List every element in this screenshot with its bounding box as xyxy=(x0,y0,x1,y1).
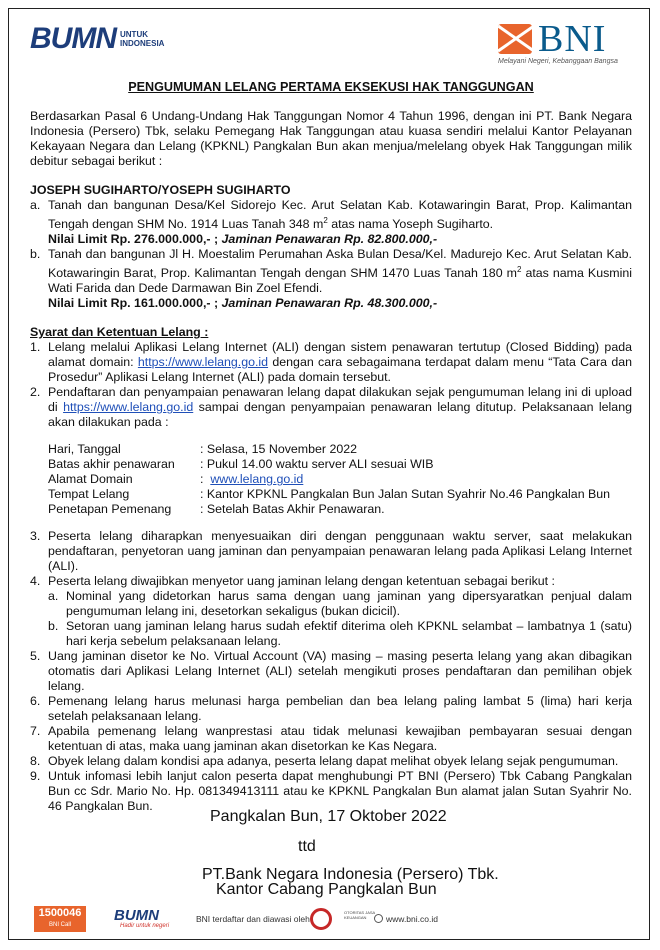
term-2: 2. Pendaftaran dan penyampaian penawaran lelang dapat dilakukan sejak pengumuman lelang ini di upload di https://www.lelang.go.id sampai dengan penyampaian penawaran lelang ditutup. Pelaksanaan lelang akan dilakukan pada : xyxy=(30,385,632,430)
term-4b: b. Setoran uang jaminan lelang harus sudah efektif diterima oleh KPKNL selambat – lambatnya 1 (satu) hari kerja sebelum pelaksanaan lelang. xyxy=(48,619,632,649)
terms-heading: Syarat dan Ketentuan Lelang : xyxy=(30,325,209,340)
footer xyxy=(30,900,632,934)
signature-company: PT.Bank Negara Indonesia (Persero) Tbk. xyxy=(202,866,499,883)
lelang-link-1[interactable]: https://www.lelang.go.id xyxy=(137,355,269,370)
term-9: 9. Untuk infomasi lebih lanjut calon peserta dapat menghubungi PT BNI (Persero) Tbk Cabang Pangkalan Bun cc Sdr. Mario No. Hp. 081349413111 atau ke KPKNL Pangkalan Bun alamat jalan Sutan Syahrir No. 46 Pangkalan Bun. xyxy=(30,769,632,814)
intro-paragraph: Berdasarkan Pasal 6 Undang-Undang Hak Tanggungan Nomor 4 Tahun 1996, dengan ini PT. Bank Negara Indonesia (Persero) Tbk, selaku Pemegang Hak Tanggungan atau kuasa sendiri melalui Kantor Pelayanan Kekayaan Negara dan Lelang (KPKNL) Pangkalan Bun akan menjua/melelang obyek Hak Tanggungan milik debitur sebagai berikut : xyxy=(30,109,632,168)
ojk-logo-icon xyxy=(310,908,332,930)
page-title: PENGUMUMAN LELANG PERTAMA EKSEKUSI HAK TANGGUNGAN xyxy=(128,80,534,94)
lelang-link-2[interactable]: https://www.lelang.go.id xyxy=(63,400,194,415)
auction-schedule: Hari, Tanggal : Selasa, 15 November 2022 Batas akhir penawaran : Pukul 14.00 waktu server ALI sesuai WIB Alamat Domain : www.lelang.go.id Tempat Lelang : Kantor KPKNL Pangkalan Bun Jalan Sutan Syahrir No.46 Pangkalan Bun Penetapan Pemenang : Setelah Batas Akhir Penawaran. xyxy=(48,442,611,517)
ojk-logo-subtext: OTORITAS JASA KEUANGAN xyxy=(344,910,375,920)
object-a-limit: Nilai Limit Rp. 276.000.000,- ; Jaminan Penawaran Rp. 82.800.000,- xyxy=(48,232,438,247)
lelang-domain-link[interactable]: www.lelang.go.id xyxy=(210,472,304,487)
bni-tagline: Melayani Negeri, Kebanggaan Bangsa xyxy=(498,58,618,65)
auction-object-b: b. Tanah dan bangunan Jl H. Moestalim Perumahan Aska Bulan Desa/Kel. Madurejo Kec. Arut Selatan Kab. Kotawaringin Barat, Prop. Kalimantan Tengah dengan SHM 1470 Luas Tanah 180 $m^2$ atas nama Kusmini Wati Farida dan Dede Darmawan Bin Zoel Efendi. Nilai Limit Rp. 161.000.000,- ; Jaminan Penawaran Rp. 48.300.000,- xyxy=(30,247,632,311)
term-1: 1. Lelang melalui Aplikasi Lelang Internet (ALI) dengan sistem penawaran tertutup (Closed Bidding) pada alamat domain: https://www.lelang.go.id dengan cara sebagaimana terdapat dalam menu “Tata Cara dan Prosedur” Aplikasi Lelang Internet (ALI) pada domain tersebut. xyxy=(30,340,632,385)
term-7: 7. Apabila pemenang lelang wanprestasi atau tidak melunasi kewajiban pembayaran sesuai dengan ketentuan di atas, maka uang jaminan akan disetorkan ke Kas Negara. xyxy=(30,724,632,754)
bumn-footer-logo: BUMN Hadir untuk negeri xyxy=(114,907,170,929)
term-5: 5. Uang jaminan disetor ke No. Virtual Account (VA) masing – masing peserta lelang yang akan dibagikan otomatis dari Aplikasi Lelang Internet (ALI) setelah mengikuti proses pendaftaran dan pemilihan objek lelang. xyxy=(30,649,632,694)
term-6: 6. Pemenang lelang harus melunasi harga pembelian dan bea lelang paling lambat 5 (lima) hari kerja setelah pelaksanaan lelang. xyxy=(30,694,632,724)
bni-logo-mark-icon xyxy=(498,24,532,54)
globe-icon xyxy=(374,914,383,923)
term-4: 4. Peserta lelang diwajibkan menyetor uang jaminan lelang dengan ketentuan sebagai berikut : xyxy=(30,574,555,589)
bumn-logo-subtext: UNTUK INDONESIA xyxy=(120,30,165,48)
term-3: 3. Peserta lelang diharapkan menyesuaikan diri dengan penggunaan waktu server, saat melakukan pendaftaran, penyetoran uang jaminan dan penyampaian penawaran lelang pada Aplikasi Lelang Internet (ALI). xyxy=(30,529,632,574)
signature-branch: Kantor Cabang Pangkalan Bun xyxy=(216,881,437,898)
bni-logo xyxy=(498,18,618,65)
bumn-logo-text: BUMN xyxy=(30,22,116,55)
signature-place-date: Pangkalan Bun, 17 Oktober 2022 xyxy=(210,808,447,825)
auction-object-a: a. Tanah dan bangunan Desa/Kel Sidorejo Kec. Arut Selatan Kab. Kotawaringin Barat, Prop. Kalimantan Tengah dengan SHM No. 1914 Luas Tanah 348 $m^2$ atas nama Yoseph Sugiharto. Nilai Limit Rp. 276.000.000,- ; Jaminan Penawaran Rp. 82.800.000,- xyxy=(30,198,632,247)
signature-ttd: ttd xyxy=(298,838,316,855)
bni-logo-text: BNI xyxy=(538,18,607,60)
website-link[interactable]: www.bni.co.id xyxy=(386,914,438,924)
term-8: 8. Obyek lelang dalam kondisi apa adanya, peserta lelang dapat melihat obyek lelang sejak pengumuman. xyxy=(30,754,619,769)
document-body xyxy=(30,80,632,814)
term-4a: a. Nominal yang didetorkan harus sama dengan uang jaminan yang dipersyaratkan penjual dalam pengumuman lelang ini, desetorkan sekaligus (bukan dicicil). xyxy=(48,589,632,619)
ojk-registration-text: BNI terdaftar dan diawasi oleh xyxy=(196,914,310,924)
object-b-limit: Nilai Limit Rp. 161.000.000,- ; Jaminan Penawaran Rp. 48.300.000,- xyxy=(48,296,438,311)
debtor-name: JOSEPH SUGIHARTO/YOSEPH SUGIHARTO xyxy=(30,183,291,197)
bni-call-badge: 1500046 BNI Call xyxy=(34,906,86,932)
bumn-logo xyxy=(30,22,164,56)
